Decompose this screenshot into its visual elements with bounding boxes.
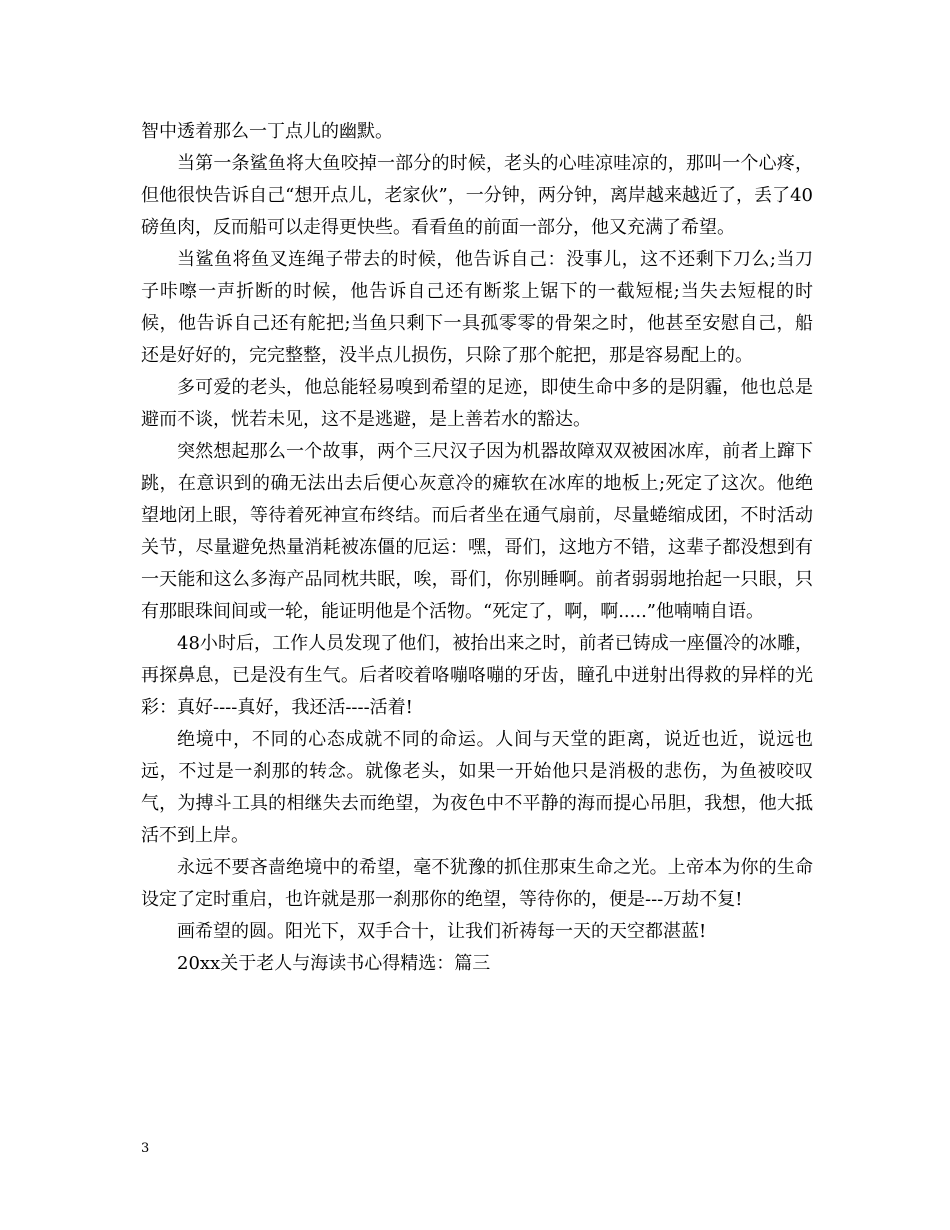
paragraph: 画希望的圆。阳光下，双手合十，让我们祈祷每一天的天空都湛蓝! xyxy=(177,921,707,942)
paragraph: 当第一条鲨鱼将大鱼咬掉一部分的时候，老头的心哇凉哇凉的，那叫一个心疼，但他很快告诉自己“想开点儿，老家伙”，一分钟，两分钟，离岸越来越近了，丢了40磅鱼肉，反而船可以走得更快些。看看鱼的前面一部分，他又充满了希望。 xyxy=(141,153,813,238)
paragraph: 突然想起那么一个故事，两个三尺汉子因为机器故障双双被困冰库，前者上蹿下跳，在意识到的确无法出去后便心灰意冷的瘫软在冰库的地板上;死定了这次。他绝望地闭上眼，等待着死神宣布终结。而后者坐在通气扇前，尽量蜷缩成团，不时活动关节，尽量避免热量消耗被冻僵的厄运：嘿，哥们，这地方不错，这辈子都没想到有一天能和这么多海产品同枕共眠，唉，哥们，你别睡啊。前者弱弱地抬起一只眼，只有那眼珠间间或一轮，能证明他是个活物。“死定了，啊，啊.....”他喃喃自语。 xyxy=(141,441,813,622)
section-heading: 20xx关于老人与海读书心得精选：篇三 xyxy=(177,953,491,974)
body-text xyxy=(141,116,813,980)
paragraph: 当鲨鱼将鱼叉连绳子带去的时候，他告诉自己：没事儿，这不还剩下刀么;当刀子咔嚓一声折断的时候，他告诉自己还有断浆上锯下的一截短棍;当失去短棍的时候，他告诉自己还有舵把;当鱼只剩下一具孤零零的骨架之时，他甚至安慰自己，船还是好好的，完完整整，没半点儿损伤，只除了那个舵把，那是容易配上的。 xyxy=(141,249,813,366)
paragraph: 48小时后，工作人员发现了他们，被抬出来之时，前者已铸成一座僵冷的冰雕，再探鼻息，已是没有生气。后者咬着咯嘣咯嘣的牙齿，瞳孔中迸射出得救的异样的光彩：真好----真好，我还活----活着! xyxy=(141,633,813,718)
paragraph: 永远不要吝啬绝境中的希望，毫不犹豫的抓住那束生命之光。上帝本为你的生命设定了定时重启，也许就是那一刹那你的绝望，等待你的，便是---万劫不复! xyxy=(141,857,813,910)
paragraph: 绝境中，不同的心态成就不同的命运。人间与天堂的距离，说近也近，说远也远，不过是一刹那的转念。就像老头，如果一开始他只是消极的悲伤，为鱼被咬叹气，为搏斗工具的相继失去而绝望，为夜色中不平静的海而提心吊胆，我想，他大抵活不到上岸。 xyxy=(141,729,813,846)
page-number: 3 xyxy=(141,1141,150,1156)
paragraph: 多可爱的老头，他总能轻易嗅到希望的足迹，即使生命中多的是阴霾，他也总是避而不谈，恍若未见，这不是逃避，是上善若水的豁达。 xyxy=(141,377,813,430)
paragraph: 智中透着那么一丁点儿的幽默。 xyxy=(141,121,393,142)
